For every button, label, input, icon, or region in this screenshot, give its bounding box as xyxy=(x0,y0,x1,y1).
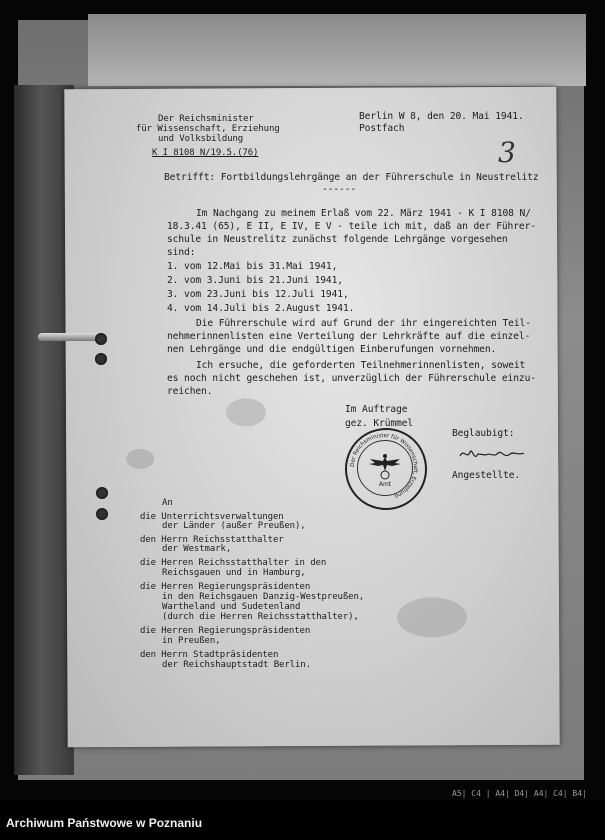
sender-line-1: Der Reichsminister xyxy=(158,114,254,124)
course-date-item: 3. vom 23.Juni bis 12.Juli 1941, xyxy=(167,289,349,300)
closing-im-auftrage: Im Auftrage xyxy=(345,404,408,415)
body-line: sind: xyxy=(167,247,196,258)
addressee-line: Reichsgauen und in Hamburg, xyxy=(162,568,306,578)
top-paper-strip xyxy=(88,14,586,86)
body-line: es noch nicht geschehen ist, unverzüglich der Führerschule einzu- xyxy=(167,373,536,384)
addressee-line: die Unterrichtsverwaltungen xyxy=(140,512,284,522)
subject-line: Betrifft: Fortbildungslehrgänge an der Führerschule in Neustrelitz xyxy=(164,172,539,183)
addressee-line: Wartheland und Sudetenland xyxy=(162,602,301,612)
stain xyxy=(126,449,154,469)
body-line: Ich ersuche, die geforderten Teilnehmerinnenlisten, soweit xyxy=(196,360,526,371)
punch-hole xyxy=(95,333,107,345)
body-line: reichen. xyxy=(167,386,213,397)
addressee-line: die Herren Regierungspräsidenten xyxy=(140,582,311,592)
handwritten-page-number: 3 xyxy=(498,136,516,169)
addressee-line: den Herrn Reichsstatthalter xyxy=(140,535,284,545)
document-sheet xyxy=(64,87,559,748)
course-date-item: 2. vom 3.Juni bis 21.Juni 1941, xyxy=(167,275,343,286)
stamp-ring-text: Der Reichsminister für Wissenschaft, Erziehung xyxy=(349,432,419,499)
addressee-line: der Reichshauptstadt Berlin. xyxy=(162,660,311,670)
clerk-title: Angestellte. xyxy=(452,470,521,481)
place-date: Berlin W 8, den 20. Mai 1941. xyxy=(359,111,524,122)
addressee-intro: An xyxy=(162,498,173,508)
addressee-line: der Westmark, xyxy=(162,544,232,554)
punch-hole xyxy=(96,487,108,499)
addressee-line: den Herrn Stadtpräsidenten xyxy=(140,650,279,660)
addressee-line: die Herren Reichsstatthalter in den xyxy=(140,558,327,568)
addressee-line: (durch die Herren Reichsstatthalter), xyxy=(162,612,359,622)
addressee-line: der Länder (außer Preußen), xyxy=(162,521,306,531)
reference-number: K I 8108 N/19.5.(76) xyxy=(152,148,259,158)
body-line: 18.3.41 (65), E II, E IV, E V - teile ich mit, daß an der Führer- xyxy=(167,221,536,232)
body-line: Im Nachgang zu meinem Erlaß vom 22. März 1941 - K I 8108 N/ xyxy=(196,208,531,219)
body-line: nehmerinnenlisten eine Verteilung der Lehrkräfte auf die einzel- xyxy=(167,331,531,342)
course-date-item: 4. vom 14.Juli bis 2.August 1941. xyxy=(167,303,355,314)
body-line: Die Führerschule wird auf Grund der ihr eingereichten Teil- xyxy=(196,318,531,329)
archive-label: Archiwum Państwowe w Poznaniu xyxy=(6,816,203,830)
handwritten-signature xyxy=(458,444,528,466)
sender-line-2: für Wissenschaft, Erziehung xyxy=(136,124,280,134)
addressee-line: die Herren Regierungspräsidenten xyxy=(140,626,311,636)
punch-hole xyxy=(96,508,108,520)
certified-label: Beglaubigt: xyxy=(452,428,515,439)
stamp-center-text: Amt xyxy=(378,481,392,488)
binder-clip xyxy=(38,333,98,341)
film-edge-code: A5| C4 | A4| D4| A4| C4| B4| xyxy=(452,789,587,798)
addressee-line: in den Reichsgauen Danzig-Westpreußen, xyxy=(162,592,365,602)
body-line: schule in Neustrelitz zunächst folgende Lehrgänge vorgesehen xyxy=(167,234,508,245)
sender-line-3: und Volksbildung xyxy=(158,134,244,144)
addressee-line: in Preußen, xyxy=(162,636,221,646)
official-stamp xyxy=(345,428,427,510)
postfach: Postfach xyxy=(359,123,405,134)
stain xyxy=(397,597,467,637)
body-line: nen Lehrgänge und die endgültigen Einberufungen vornehmen. xyxy=(167,344,497,355)
course-date-item: 1. vom 12.Mai bis 31.Mai 1941, xyxy=(167,261,338,272)
eagle-emblem-icon xyxy=(366,451,404,481)
closing-signature-name: gez. Krümmel xyxy=(345,418,414,429)
stain xyxy=(226,398,266,426)
stamp-inner-ring xyxy=(357,440,413,496)
subject-underline: ------ xyxy=(322,184,357,195)
punch-hole xyxy=(95,353,107,365)
